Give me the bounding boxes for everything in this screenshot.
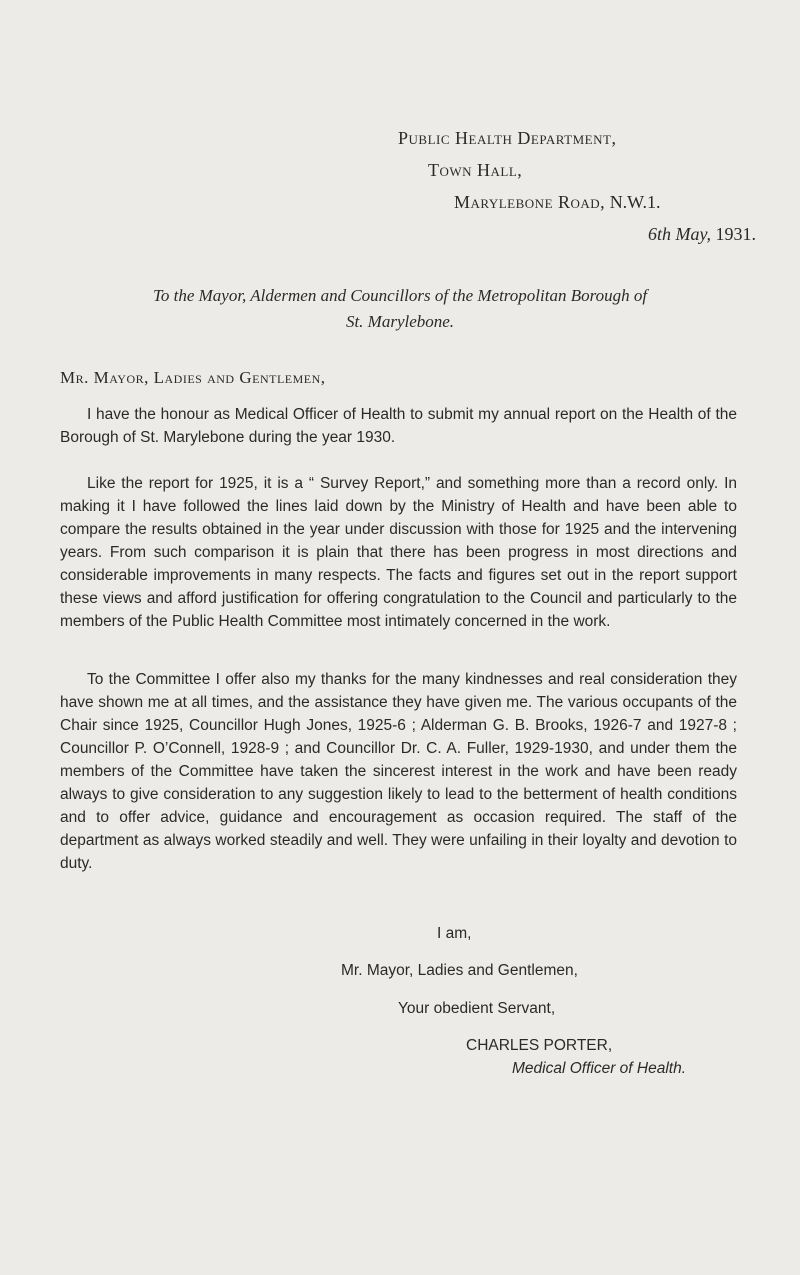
addressee-line-1: To the Mayor, Aldermen and Councillors of the Metropolitan Borough of	[152, 286, 648, 305]
signature-title: Medical Officer of Health.	[512, 1060, 687, 1077]
salutation: Mr. Mayor, Ladies and Gentlemen,	[60, 368, 326, 387]
date-day: 6th May,	[648, 224, 711, 244]
postcode: N.W.1.	[609, 192, 661, 212]
addressee-line-2: St. Marylebone.	[345, 312, 455, 331]
date-line	[648, 224, 756, 245]
road-name: Marylebone Road,	[454, 192, 606, 212]
paragraph-1: I have the honour as Medical Officer of Health to submit my annual report on the Health of the Borough of St. Marylebone during the year 1930.	[60, 406, 737, 446]
signature-name: CHARLES PORTER,	[466, 1037, 613, 1054]
closing-servant: Your obedient Servant,	[398, 1000, 556, 1017]
department-line: Public Health Department,	[398, 128, 617, 148]
road-line	[454, 192, 661, 213]
closing-i-am: I am,	[437, 925, 472, 942]
closing-address: Mr. Mayor, Ladies and Gentlemen,	[341, 962, 578, 979]
paragraph-3: To the Committee I offer also my thanks for the many kindnesses and real consideration they have shown me at all times, and the assistance they have given me. The various occupants of the Chair since 1925, Councillor Hugh Jones, 1925-6 ; Alderman G. B. Brooks, 1926-7 and 1927-8 ; Councillor P. O’Connell, 1928-9 ; and Councillor Dr. C. A. Fuller, 1929-1930, and under them the members of the Committee have taken the sincerest interest in the work and have been ready always to give consideration to any suggestion likely to lead to the betterment of health conditions and to offer advice, guidance and encouragement as occasion required. The staff of the department as always worked steadily and well. They were unfailing in their loyalty and devotion to duty.	[60, 671, 737, 872]
date-year: 1931.	[715, 224, 756, 244]
addressee	[60, 283, 740, 335]
building-line: Town Hall,	[428, 160, 523, 180]
paragraph-2: Like the report for 1925, it is a “ Survey Report,” and something more than a record only. In making it I have followed the lines laid down by the Ministry of Health and have been able to compare the results obtained in the year under discussion with those for 1925 and the intervening years. From such comparison it is plain that there has been progress in most directions and considerable improvements in many respects. The facts and figures set out in the report support these views and afford justification for offering congratulation to the Council and particularly to the members of the Public Health Committee most intimately concerned in the work.	[60, 475, 737, 630]
